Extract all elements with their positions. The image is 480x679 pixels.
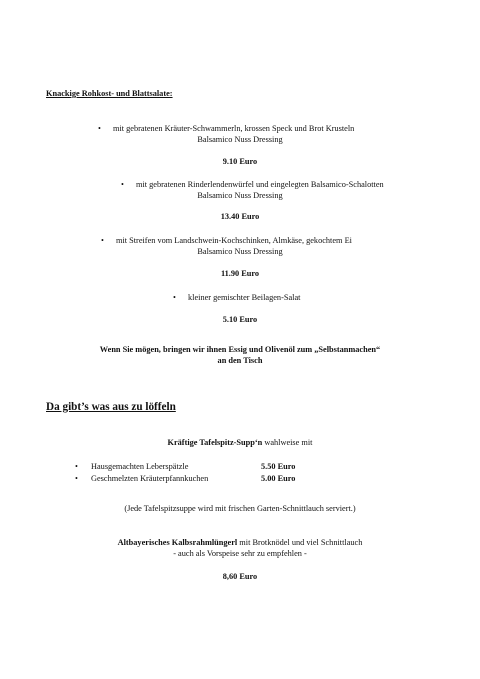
bullet-icon: • [121,180,124,189]
bullet-icon: • [101,236,104,245]
section-heading-soups: Da gibt’s was aus zu löffeln [46,401,176,413]
dressing-note-line-2: an den Tisch [217,356,263,365]
soup-suffix: wahlweise mit [262,438,313,447]
salad-item-3-description: mit Streifen vom Landschwein-Kochschinken, Almkäse, gekochtem Ei [116,236,352,245]
dressing-note-line-1: Wenn Sie mögen, bringen wir ihnen Essig und Olivenöl zum „Selbstanmachen“ [99,345,381,354]
salad-item-1-price: 9.10 Euro [222,157,258,166]
salad-item-2-description: mit gebratenen Rinderlendenwürfel und eingelegten Balsamico-Schalotten [136,180,384,189]
salad-item-2-dressing: Balsamico Nuss Dressing [197,191,283,200]
salad-item-1-dressing: Balsamico Nuss Dressing [197,135,283,144]
dish-line-1 [0,537,480,548]
dish-name: Altbayerisches Kalbsrahmlüngerl [117,538,238,547]
dish-line-2: - auch als Vorspeise sehr zu empfehlen - [173,549,307,558]
bullet-icon: • [75,462,78,471]
soup-option-2-price: 5.00 Euro [261,474,296,483]
bullet-icon: • [98,124,101,133]
soup-note: (Jede Tafelspitzsuppe wird mit frischen Garten-Schnittlauch serviert.) [124,504,356,513]
soup-line [0,437,480,448]
salad-item-3-dressing: Balsamico Nuss Dressing [197,247,283,256]
soup-option-2-name: Geschmelzten Kräuterpfannkuchen [91,474,209,483]
section-heading-salads: Knackige Rohkost- und Blattsalate: [46,89,173,98]
bullet-icon: • [75,474,78,483]
soup-option-1-name: Hausgemachten Leberspätzle [91,462,189,471]
bullet-icon: • [173,293,176,302]
salad-item-4-price: 5.10 Euro [222,315,258,324]
salad-item-4-description: kleiner gemischter Beilagen-Salat [188,293,301,302]
salad-item-1-description: mit gebratenen Kräuter-Schwammerln, krossen Speck und Brot Krusteln [113,124,355,133]
salad-item-2-price: 13.40 Euro [220,212,260,221]
soup-name: Kräftige Tafelspitz-Supp‘n [167,438,263,447]
dish-price: 8,60 Euro [222,572,258,581]
salad-item-3-price: 11.90 Euro [220,269,260,278]
dish-suffix: mit Brotknödel und viel Schnittlauch [237,538,363,547]
soup-option-1-price: 5.50 Euro [261,462,296,471]
